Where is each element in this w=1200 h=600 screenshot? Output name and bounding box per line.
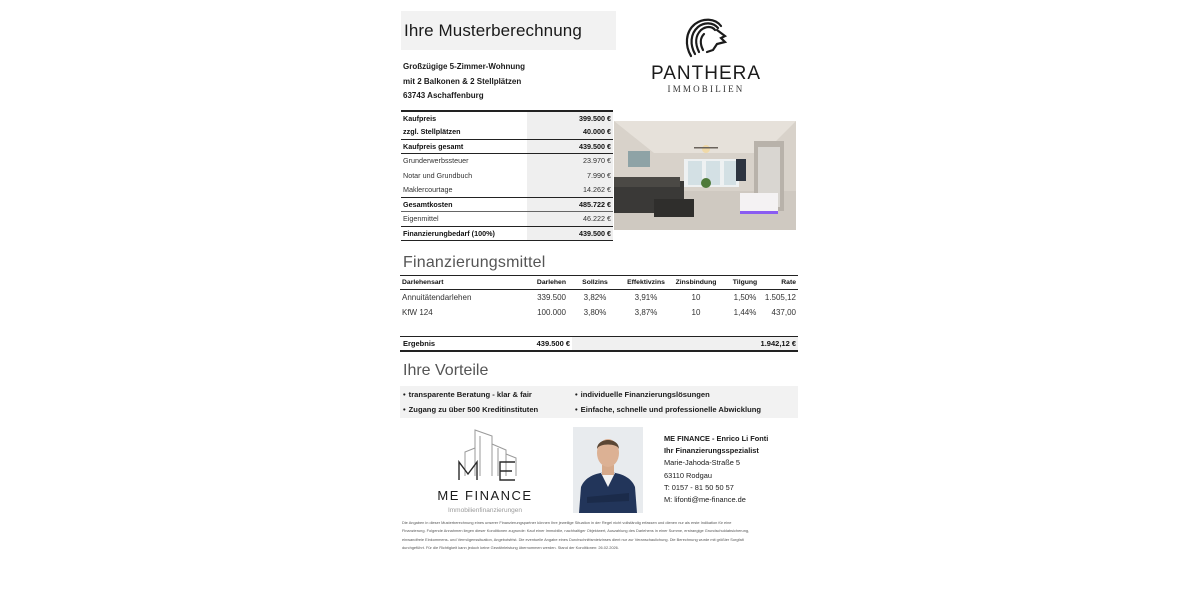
cost-row-finanzierungsbedarf xyxy=(401,226,613,241)
bullet-icon: • xyxy=(575,405,578,414)
advantage-item xyxy=(575,405,761,414)
col-header: Darlehen xyxy=(536,279,566,286)
advisor-portrait xyxy=(573,427,643,513)
cell: 3,87% xyxy=(634,308,658,317)
col-header: Zinsbindung xyxy=(675,279,717,286)
cell: 3,80% xyxy=(583,308,607,317)
svg-text:Immobilienfinanzierungen: Immobilienfinanzierungen xyxy=(447,507,523,514)
result-row xyxy=(400,336,798,352)
cost-label: zzgl. Stellplätzen xyxy=(403,127,461,137)
advantage-item xyxy=(403,390,532,399)
cost-label: Maklercourtage xyxy=(403,185,453,195)
cost-label: Kaufpreis xyxy=(403,113,437,123)
advantage-text: transparente Beratung - klar & fair xyxy=(408,390,532,399)
financing-title: Finanzierungsmittel xyxy=(403,254,546,271)
property-description xyxy=(403,60,525,104)
advantage-text: individuelle Finanzierungslösungen xyxy=(580,390,710,399)
cell: 10 xyxy=(691,293,701,302)
cell: KfW 124 xyxy=(402,308,433,317)
title-box xyxy=(401,11,616,50)
contact-city: 63110 Rodgau xyxy=(664,470,712,480)
cost-value: 23.970 € xyxy=(527,154,613,169)
cost-value: 14.262 € xyxy=(527,183,613,198)
document-page xyxy=(400,10,800,570)
cost-label: Gesamtkosten xyxy=(403,199,453,209)
table-row xyxy=(400,305,798,320)
cost-label: Kaufpreis gesamt xyxy=(403,141,464,151)
contact-street: Marie-Jahoda-Straße 5 xyxy=(664,458,740,468)
col-header: Sollzins xyxy=(582,279,608,286)
lion-head-icon xyxy=(681,16,731,62)
living-room-image xyxy=(614,121,796,230)
bullet-icon: • xyxy=(403,390,406,399)
cost-value: 439.500 € xyxy=(527,227,613,240)
col-header: Rate xyxy=(781,279,796,286)
cell: Annuitätendarlehen xyxy=(402,293,472,302)
contact-phone: T: 0157 - 81 50 50 57 xyxy=(664,482,734,492)
cost-value: 7.990 € xyxy=(527,168,613,183)
subtitle-line: mit 2 Balkonen & 2 Stellplätzen xyxy=(403,76,522,86)
cell: 339.500 xyxy=(537,293,566,302)
building-icon xyxy=(420,426,550,516)
advantages-title: Ihre Vorteile xyxy=(403,362,489,379)
advantage-text: Zugang zu über 500 Kreditinstituten xyxy=(408,405,539,414)
result-rate-total: 1.942,12 € xyxy=(572,337,798,350)
cost-label: Grunderwerbssteuer xyxy=(403,156,469,166)
me-finance-logo xyxy=(420,426,550,516)
cost-row-kaufpreis xyxy=(401,110,613,125)
cost-row-grunderwerbssteuer xyxy=(401,154,613,169)
contact-info xyxy=(664,433,768,506)
cell: 3,82% xyxy=(583,293,607,302)
bullet-icon: • xyxy=(575,390,578,399)
cost-value: 439.500 € xyxy=(527,140,613,153)
cost-row-eigenmittel xyxy=(401,212,613,227)
contact-company: ME FINANCE - Enrico Li Fonti xyxy=(664,434,769,443)
cost-label: Finanzierungbedarf (100%) xyxy=(403,228,495,238)
cost-value: 485.722 € xyxy=(527,198,613,211)
cost-label: Eigenmittel xyxy=(403,214,439,224)
contact-role: Ihr Finanzierungsspezialist xyxy=(664,446,759,456)
logo-sub: IMMOBILIEN xyxy=(667,84,745,94)
result-label: Ergebnis xyxy=(403,339,436,348)
cell: 1,50% xyxy=(733,293,757,302)
advantage-item xyxy=(403,405,538,414)
cell: 437,00 xyxy=(771,308,796,317)
cost-row-notar xyxy=(401,168,613,183)
col-header: Darlehensart xyxy=(402,279,444,286)
col-header: Effektivzins xyxy=(627,279,665,286)
advantages-box xyxy=(400,386,798,418)
cost-row-kaufpreis-gesamt xyxy=(401,139,613,154)
cost-label: Notar und Grundbuch xyxy=(403,170,473,180)
bullet-icon: • xyxy=(403,405,406,414)
cost-value: 40.000 € xyxy=(527,125,613,140)
cost-row-stellplaetze xyxy=(401,125,613,140)
person-photo xyxy=(573,427,643,513)
subtitle-line: Großzügige 5-Zimmer-Wohnung xyxy=(403,62,526,71)
financing-table xyxy=(400,275,798,320)
cost-value: 399.500 € xyxy=(527,112,613,125)
advantage-item xyxy=(575,390,710,399)
cost-row-gesamtkosten xyxy=(401,197,613,212)
svg-text:ME FINANCE: ME FINANCE xyxy=(437,488,533,503)
financing-table-header xyxy=(400,276,798,290)
cell: 10 xyxy=(691,308,701,317)
disclaimer-text: Die Angaben in dieser Musterberechnung eines unserer Finanzierungspartner können Ihre jeweilige Situation in der Regel nicht vollständig erfassen und dienen nur als erste Indikation für eine Finanzierung. Folgende Annahmen liegen dieser Konditionen zugrunde: Kauf einer Immobilie, nachhaltiger Objektwert, Auszahlung des Darlehens in einer Summe, erstrangige Grundschuldabsicherung, einwandfreie Einkommens- und Vermögenssituation, Angebotsfrist. Die eventuelle Angabe eines Durchschnittsmietzinses dient nur zur Veranschaulichung. Die Berechnung wurde mit größter Sorgfalt durchgeführt. Für die Richtigkeit kann jedoch keine Gewährleistung übernommen werden. Stand der Konditionen: 26.02.2026. xyxy=(402,520,750,550)
logo-brand: PANTHERA xyxy=(650,63,762,84)
table-row xyxy=(400,290,798,305)
advantage-text: Einfache, schnelle und professionelle Abwicklung xyxy=(580,405,761,414)
subtitle-line: 63743 Aschaffenburg xyxy=(403,91,484,100)
property-photo xyxy=(614,121,796,230)
cell: 1.505,12 xyxy=(764,293,796,302)
cell: 100.000 xyxy=(537,308,566,317)
cell: 3,91% xyxy=(634,293,658,302)
cost-value: 46.222 € xyxy=(527,212,613,227)
col-header: Tilgung xyxy=(732,279,758,286)
cost-row-maklercourtage xyxy=(401,183,613,198)
contact-mail: M: lifonti@me-finance.de xyxy=(664,495,746,505)
result-loan-total: 439.500 € xyxy=(536,339,570,348)
cost-table xyxy=(401,110,613,241)
cell: 1,44% xyxy=(733,308,757,317)
panthera-logo xyxy=(636,16,776,100)
page-title: Ihre Musterberechnung xyxy=(404,21,582,40)
